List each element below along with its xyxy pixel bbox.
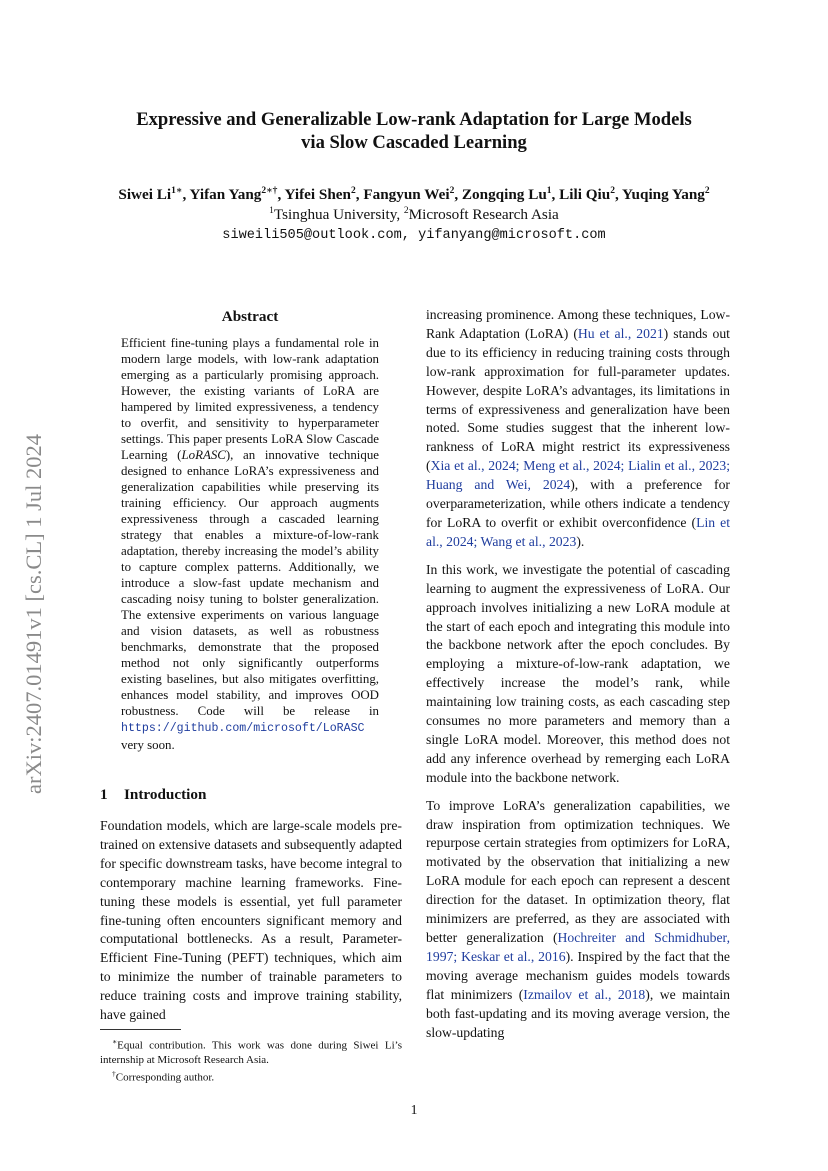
footnote: ∗Equal contribution. This work was done during Siwei Li’s internship at Microsoft Research Asia. [100,1037,402,1066]
abstract-body: Efficient fine-tuning plays a fundamental role in modern large models, with low-rank adaptation emerging as a particularly promising approach. However, the existing variants of LoRA are hampered by limited expressiveness, a tendency to overfit, and sensitivity to hyperparameter settings. This paper presents LoRA Slow Cascade Learning (LoRASC), an innovative technique designed to enhance LoRA’s expressiveness and generalization capabilities while preserving its training efficiency. Our approach augments expressiveness through a cascaded learning strategy that enables a mixture-of-low-rank adaptation, thereby increasing the model’s ability to capture complex patterns. Additionally, we introduce a slow-fast update mechanism and cascading noisy tuning to bolster generalization. The extensive experiments on various language and vision datasets, as well as robustness benchmarks, demonstrate that the proposed method not only significantly outperforms existing baselines, but also mitigates overfitting, enhances model stability, and improves OOD robustness. Code will be release in https://github.com/microsoft/LoRASC very soon. [121,336,380,752]
citation-link[interactable]: Izmailov et al., 2018 [523,986,646,1002]
affiliations: $^1$Tsinghua University, $^2$Microsoft Research Asia [269,206,559,224]
author-emails: siweili505@outlook.com, yifanyang@microsoft.com [222,228,606,243]
title-line-2: via Slow Cascaded Learning [301,132,527,153]
affiliation: Tsinghua University [273,206,397,224]
author: Yifan Yang$^{2∗\dagger}$ [189,186,278,204]
section-number: 1 [100,786,108,803]
intro-paragraph-left: Foundation models, which are large-scale models pre-trained on extensive datasets and subsequently adapted for specific downstream tasks, have become integral to contemporary machine learning frameworks. Fine-tuning these models is essential, yet full parameter fine-tuning often encounters significant memory and computational bottlenecks. As a result, Parameter-Efficient Fine-Tuning (PEFT) techniques, which aim to minimize the number of trainable parameters to reduce training costs and improve training stability, have gained [100,818,402,1023]
author-list: Siwei $Li^{1∗}$, Yifan Yang$^{2∗\dagger}$, Yifei Shen$^2$, Fangyun Wei$^2$, Zongqing Lu$^1$, Lili Qiu$^2$, Yuqing Yang$^2$ [118,186,710,204]
author: Yuqing Yang$^2$ [621,186,710,204]
right-column [426,306,730,1042]
code-link[interactable]: https://github.com/microsoft/LoRASC [121,722,365,735]
author: Yifei Shen$^2$ [284,186,356,204]
footnote: †Corresponding author. [112,1068,215,1084]
section-heading-introduction [100,786,206,804]
paragraph: increasing prominence. Among these techniques, Low-Rank Adaptation (LoRA) (Hu et al., 2021) stands out due to its efficiency in reducing training costs through low-rank approximation for full-parameter updates. However, despite LoRA’s advantages, its limitations in terms of expressiveness and generalization have been noted. Some studies suggest that the inherent low-rankness of LoRA might restrict its expressiveness (Xia et al., 2024; Meng et al., 2024; Lialin et al., 2023; Huang and Wei, 2024), with a preference for overparameterization, while others indicate a tendency for LoRA to overfit or exhibit overconfidence (Lin et al., 2024; Wang et al., 2023). [426,307,730,549]
section-title: Introduction [124,786,207,803]
citation-link[interactable]: Xia et al., 2024; Meng et al., 2024; Lialin et al., 2023; Huang and Wei, 2024 [426,458,730,493]
paragraph: To improve LoRA’s generalization capabilities, we draw inspiration from optimization techniques. We repurpose certain strategies from optimizers for LoRA, motivated by the observation that initializing a new LoRA module for each epoch can represent a descent direction for the dataset. In optimization theory, flat minimizers are preferred, as they are associated with better generalization (Hochreiter and Schmidhuber, 1997; Keskar et al., 2016). Inspired by the fact that the moving average mechanism guides models towards flat minimizers (Izmailov et al., 2018), we maintain both fast-updating and its moving average version, the slow-updating [426,797,731,1040]
arxiv-id: arXiv:2407.01491v1 [cs.CL] 1 Jul 2024 [21,434,46,794]
paragraph: In this work, we investigate the potential of cascading learning to augment the expressiveness of LoRA. Our approach involves initializing a new LoRA module at the start of each epoch and integrating this module into the backbone network after the epoch concludes. By employing a mixture-of-low-rank adaptation, we effectively increase the model’s rank, while maintaining low training costs, as each cascading step consumes no more parameters and memory than a single LoRA model. Moreover, this method does not add any inference overhead by remerging each LoRA module into the backbone network. [426,561,730,785]
affiliation: Microsoft Research Asia [408,206,559,224]
author: Siwei $Li^{1∗}$ [118,186,183,204]
author: Zongqing Lu$^1$ [461,186,552,204]
citation-link[interactable]: Lin et al., 2024; Wang et al., 2023 [426,514,730,549]
footnotes [100,1035,402,1084]
citation-link[interactable]: Hu et al., 2021 [577,325,664,341]
page-number: 1 [410,1102,418,1117]
abstract-heading: Abstract [221,308,279,325]
title-line-1: Expressive and Generalizable Low-rank Adaptation for Large Models [136,109,692,130]
method-name: LoRASC [181,448,226,462]
citation-link[interactable]: Hochreiter and Schmidhuber, 1997; Keskar et al., 2016 [426,930,730,964]
paper-title [0,108,828,154]
author: Lili Qiu$^2$ [559,186,615,204]
author: Fangyun Wei$^2$ [363,186,455,204]
footnote-divider [100,1029,181,1030]
arxiv-watermark [23,384,45,844]
